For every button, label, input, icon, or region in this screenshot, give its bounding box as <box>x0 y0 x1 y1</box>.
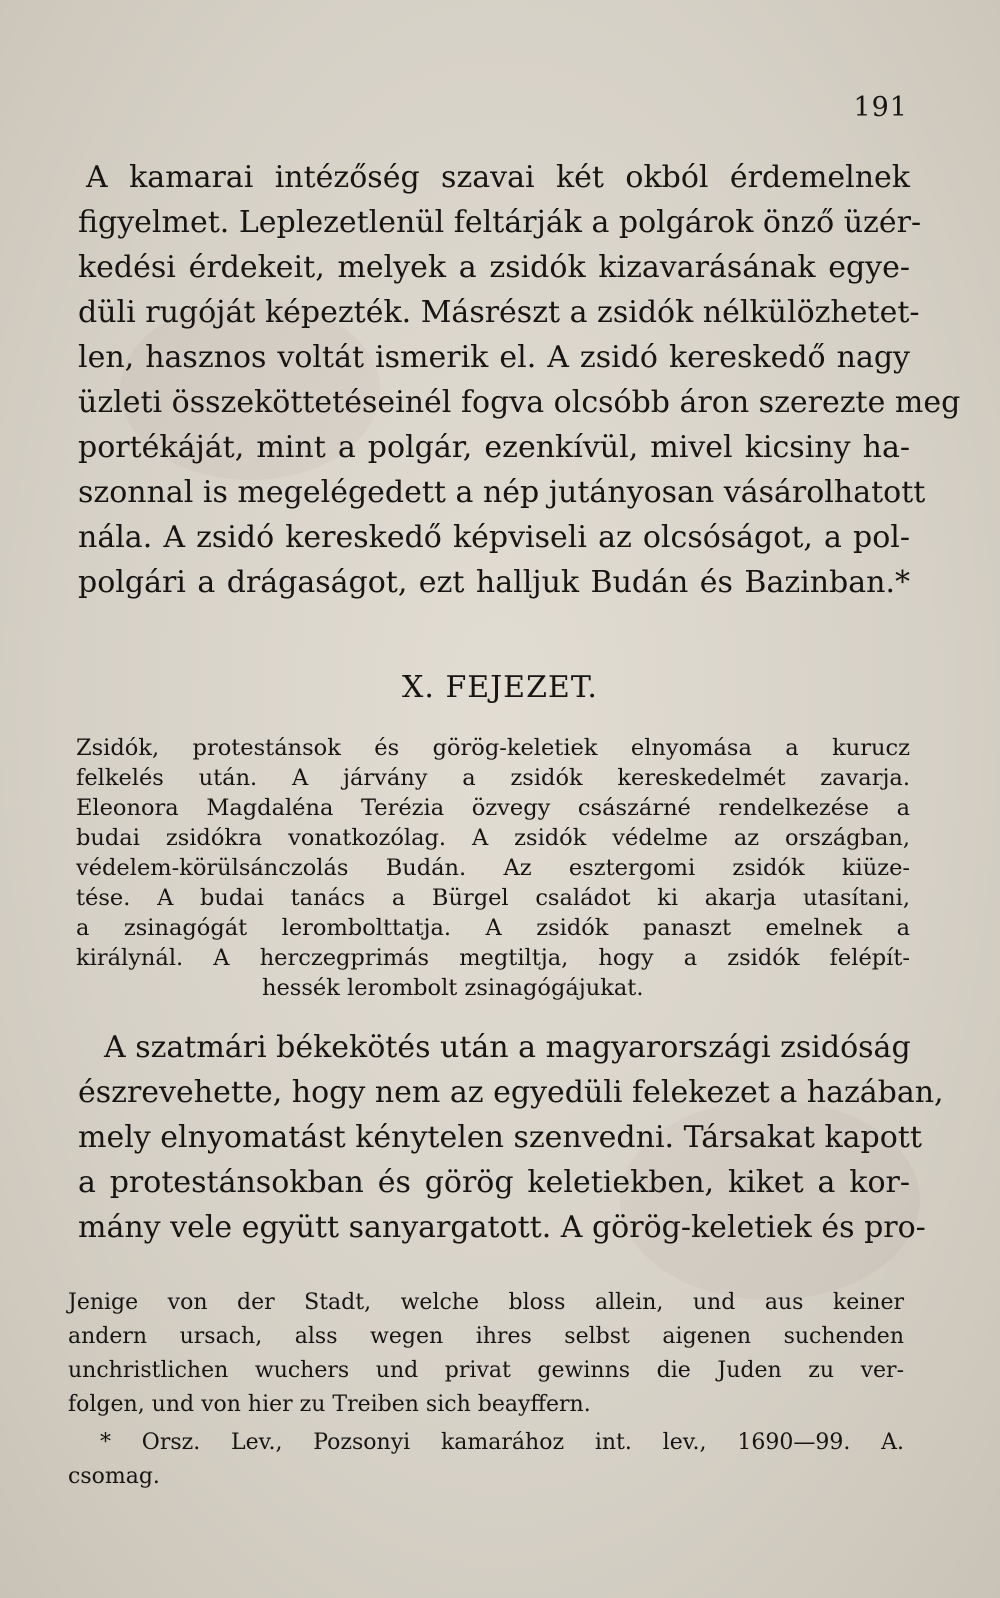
summary-line: Zsidók, protestánsok és görög-keletiek elnyomása a kurucz <box>76 735 910 761</box>
text-line: figyelmet. Leplezetlenül feltárják a polgárok önző üzér- <box>78 205 922 240</box>
text-line: polgári a drágaságot, ezt halljuk Budán és Bazinban.* <box>78 565 910 600</box>
text-line: mely elnyomatást kénytelen szenvedni. Társakat kapott <box>78 1120 922 1155</box>
text-line: észrevehette, hogy nem az egyedüli felekezet a hazában, <box>78 1075 944 1110</box>
text-line: nála. A zsidó kereskedő képviseli az olcsóságot, a pol- <box>78 520 910 555</box>
summary-line: budai zsidókra vonatkozólag. A zsidók védelme az országban, <box>76 825 910 851</box>
page-number: 191 <box>853 92 908 123</box>
chapter-heading: X. FEJEZET. <box>402 670 598 705</box>
summary-line: hessék lerombolt zsinagógájukat. <box>262 975 644 1001</box>
footnote-line: folgen, und von hier zu Treiben sich beayffern. <box>68 1392 591 1417</box>
text-line: kedési érdekeit, melyek a zsidók kizavarásának egye- <box>78 250 910 285</box>
text-line: szonnal is megelégedett a nép jutányosan vásárolhatott <box>78 475 926 510</box>
summary-line: tése. A budai tanács a Bürgel családot ki akarja utasítani, <box>76 885 910 911</box>
summary-line: felkelés után. A járvány a zsidók kereskedelmét zavarja. <box>76 765 910 791</box>
summary-line: a zsinagógát lerombolttatja. A zsidók panaszt emelnek a <box>76 915 910 941</box>
summary-line: királynál. A herczegprimás megtiltja, hogy a zsidók felépít- <box>76 945 910 971</box>
footnote-line: * Orsz. Lev., Pozsonyi kamarához int. lev., 1690—99. A. <box>100 1430 904 1455</box>
text-line: A kamarai intézőség szavai két okból érdemelnek <box>86 160 910 195</box>
text-line: mány vele együtt sanyargatott. A görög-keletiek és pro- <box>78 1210 926 1245</box>
text-line: üzleti összeköttetéseinél fogva olcsóbb áron szerezte meg <box>78 385 961 420</box>
text-line: A szatmári békekötés után a magyarországi zsidóság <box>104 1030 911 1065</box>
text-line: portékáját, mint a polgár, ezenkívül, mivel kicsiny ha- <box>78 430 910 465</box>
footnote-line: Jenige von der Stadt, welche bloss allein, und aus keiner <box>68 1290 904 1315</box>
footnote-line: andern ursach, alss wegen ihres selbst aigenen suchenden <box>68 1324 904 1349</box>
text-line: len, hasznos voltát ismerik el. A zsidó kereskedő nagy <box>78 340 910 375</box>
footnote-line: csomag. <box>68 1464 160 1489</box>
footnote-line: unchristlichen wuchers und privat gewinns die Juden zu ver- <box>68 1358 904 1383</box>
summary-line: védelem-körülsánczolás Budán. Az esztergomi zsidók kiüze- <box>76 855 910 881</box>
text-line: düli rugóját képezték. Másrészt a zsidók nélkülözhetet- <box>78 295 920 330</box>
text-line: a protestánsokban és görög keletiekben, kiket a kor- <box>78 1165 910 1200</box>
summary-line: Eleonora Magdaléna Terézia özvegy császárné rendelkezése a <box>76 795 910 821</box>
